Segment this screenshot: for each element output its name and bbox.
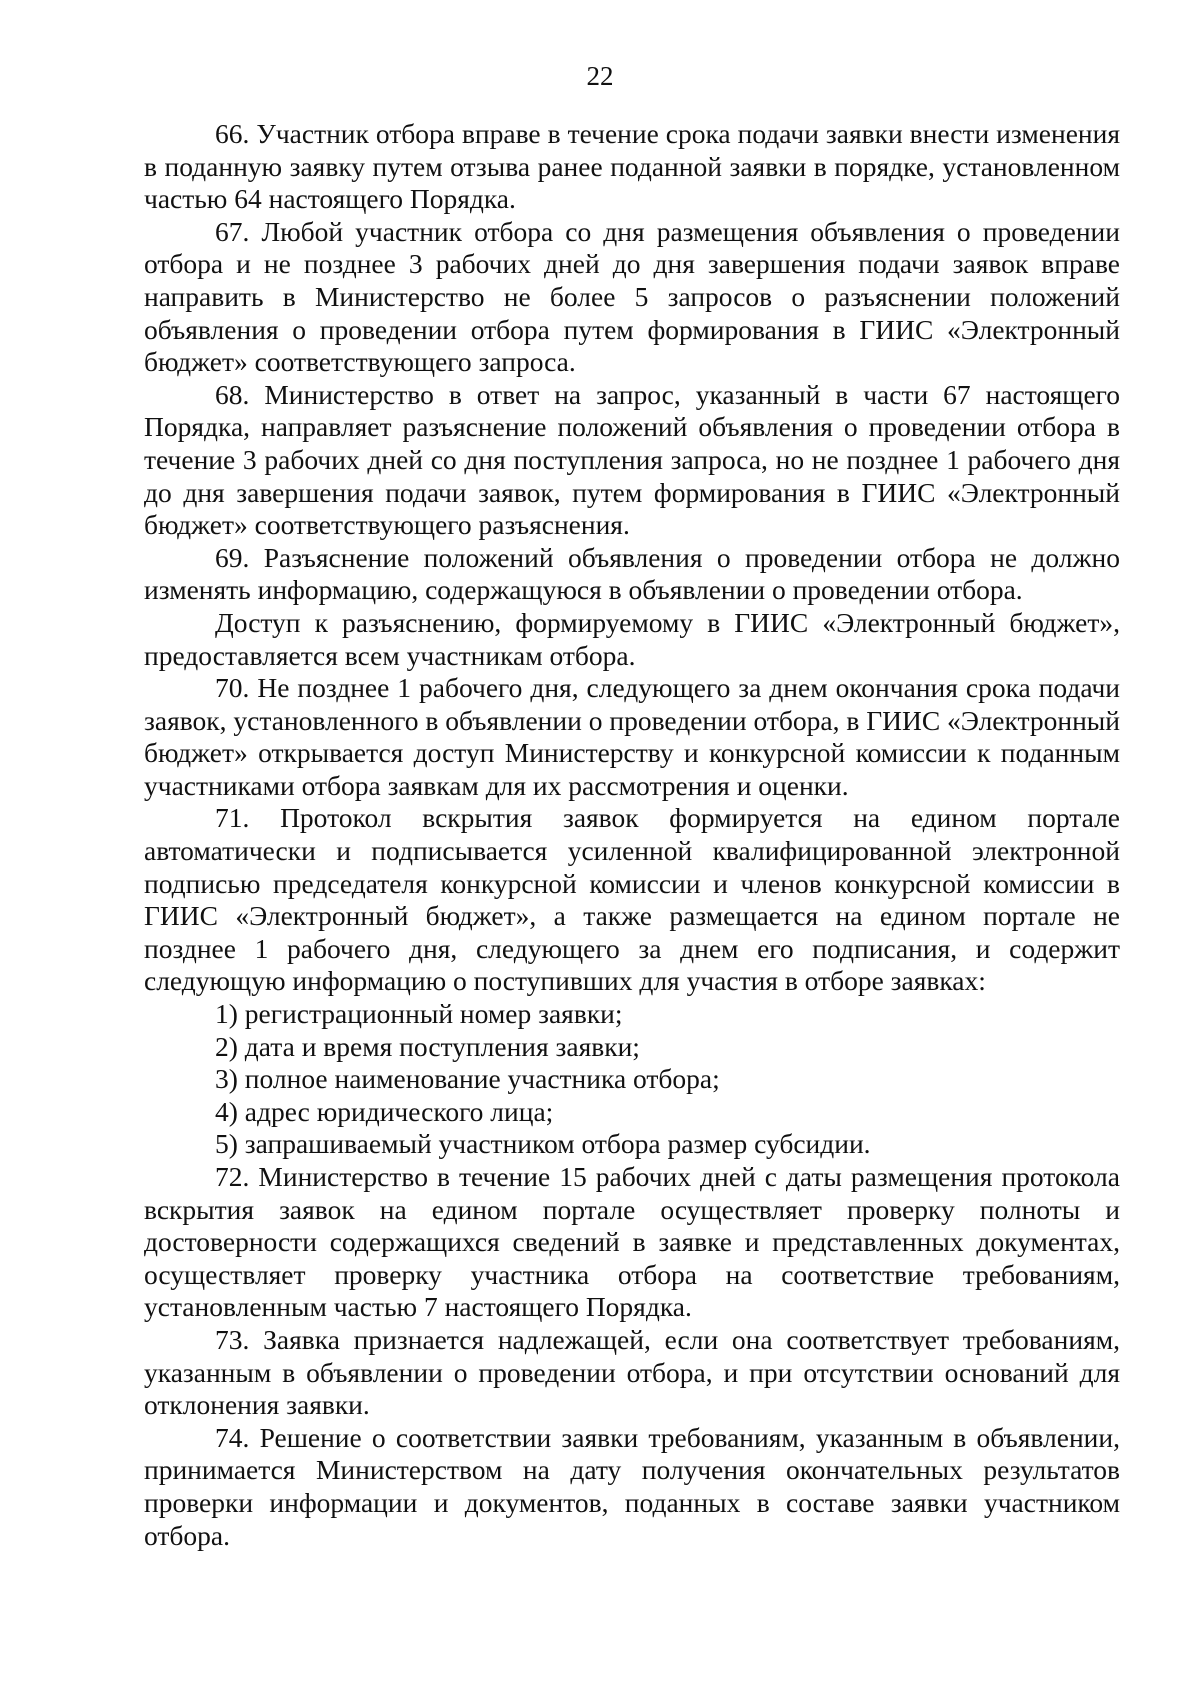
paragraph-67: 67. Любой участник отбора со дня размещения объявления о проведении отбора и не позднее 3 рабочих дней до дня завершения подачи заявок вправе направить в Министерство не более 5 запросов о разъяснении положений объявления о проведении отбора путем формирования в ГИИС «Электронный бюджет» соответствующего запроса.: [144, 215, 1120, 378]
list-item-4: 4) адрес юридического лица;: [215, 1095, 554, 1127]
paragraph-74: 74. Решение о соответствии заявки требованиям, указанным в объявлении, принимается Министерством на дату получения окончательных результатов проверки информации и документов, поданных в составе заявки участником отбора.: [144, 1421, 1120, 1551]
document-body: [144, 118, 1120, 1552]
paragraph-66: 66. Участник отбора вправе в течение срока подачи заявки внести изменения в поданную заявку путем отзыва ранее поданной заявки в порядке, установленном частью 64 настоящего Порядка.: [144, 118, 1120, 215]
list-item-2: 2) дата и время поступления заявки;: [215, 1030, 640, 1062]
paragraph-72: 72. Министерство в течение 15 рабочих дней с даты размещения протокола вскрытия заявок на едином портале осуществляет проверку полноты и достоверности содержащихся сведений в заявке и представленных документах, осуществляет проверку участника отбора на соответствие требованиям, установленным частью 7 настоящего Порядка.: [144, 1161, 1120, 1323]
paragraph-68: 68. Министерство в ответ на запрос, указанный в части 67 настоящего Порядка, направляет разъяснение положений объявления о проведении отбора в течение 3 рабочих дней со дня поступления запроса, но не позднее 1 рабочего дня до дня завершения подачи заявок, путем формирования в ГИИС «Электронный бюджет» соответствующего разъяснения.: [144, 378, 1120, 541]
paragraph-73: 73. Заявка признается надлежащей, если она соответствует требованиям, указанным в объявлении о проведении отбора, и при отсутствии оснований для отклонения заявки.: [144, 1323, 1120, 1421]
paragraph-69: 69. Разъяснение положений объявления о проведении отбора не должно изменять информацию, содержащуюся в объявлении о проведении отбора.: [144, 541, 1120, 606]
paragraph-69-access: Доступ к разъяснению, формируемому в ГИИС «Электронный бюджет», предоставляется всем участникам отбора.: [144, 606, 1120, 671]
list-item-1: 1) регистрационный номер заявки;: [215, 998, 623, 1030]
page-number: 22: [586, 61, 614, 91]
paragraph-70: 70. Не позднее 1 рабочего дня, следующего за днем окончания срока подачи заявок, установленного в объявлении о проведении отбора, в ГИИС «Электронный бюджет» открывается доступ Министерству и конкурсной комиссии к поданным участниками отбора заявкам для их рассмотрения и оценки.: [144, 672, 1120, 801]
paragraph-71: 71. Протокол вскрытия заявок формируется на едином портале автоматически и подписывается усиленной квалифицированной электронной подписью председателя конкурсной комиссии и членов конкурсной комиссии в ГИИС «Электронный бюджет», а также размещается на едином портале не позднее 1 рабочего дня, следующего за днем его подписания, и содержит следующую информацию о поступивших для участия в отборе заявках:: [144, 802, 1120, 997]
list-item-5: 5) запрашиваемый участником отбора размер субсидии.: [215, 1128, 871, 1160]
list-item-3: 3) полное наименование участника отбора;: [215, 1063, 720, 1095]
